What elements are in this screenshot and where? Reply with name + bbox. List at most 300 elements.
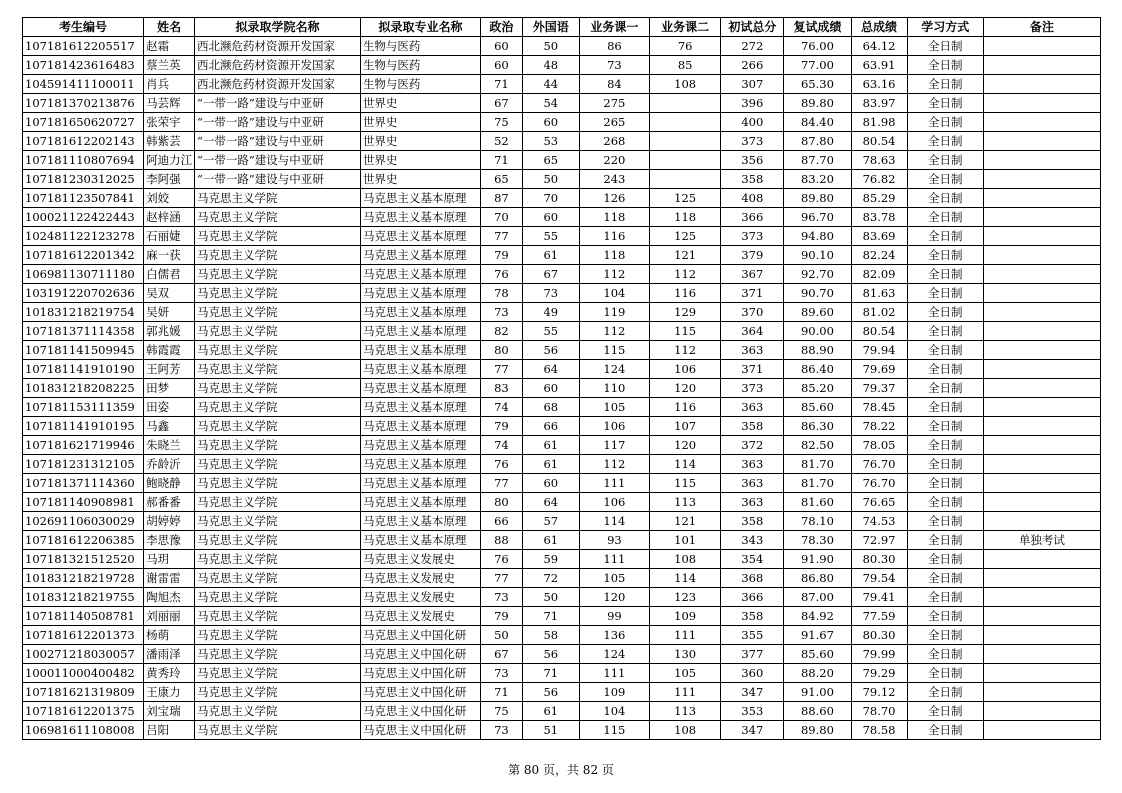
cell-subject-one: 116 — [579, 227, 649, 246]
cell-study-mode: 全日制 — [907, 379, 983, 398]
cell-retest-score: 94.80 — [784, 227, 851, 246]
cell-major: 马克思主义基本原理 — [360, 284, 480, 303]
cell-subject-one: 106 — [579, 493, 649, 512]
cell-candidate-id: 107181370213876 — [23, 94, 144, 113]
cell-prelim-total: 371 — [721, 360, 784, 379]
cell-study-mode: 全日制 — [907, 664, 983, 683]
cell-retest-score: 87.00 — [784, 588, 851, 607]
cell-prelim-total: 364 — [721, 322, 784, 341]
cell-candidate-id: 107181141509945 — [23, 341, 144, 360]
cell-total-score: 79.69 — [851, 360, 907, 379]
table-row — [23, 531, 1101, 550]
cell-foreign-language: 50 — [522, 588, 579, 607]
cell-politics: 67 — [481, 94, 523, 113]
cell-politics: 67 — [481, 645, 523, 664]
cell-politics: 60 — [481, 37, 523, 56]
table-row — [23, 132, 1101, 151]
cell-politics: 73 — [481, 303, 523, 322]
cell-subject-two: 111 — [650, 626, 721, 645]
cell-college: 马克思主义学院 — [195, 341, 361, 360]
table-row — [23, 512, 1101, 531]
cell-college: 马克思主义学院 — [195, 303, 361, 322]
cell-candidate-id: 107181650620727 — [23, 113, 144, 132]
cell-politics: 65 — [481, 170, 523, 189]
table-row — [23, 227, 1101, 246]
cell-study-mode: 全日制 — [907, 607, 983, 626]
cell-subject-one: 115 — [579, 721, 649, 740]
cell-study-mode: 全日制 — [907, 341, 983, 360]
cell-politics: 73 — [481, 664, 523, 683]
cell-total-score: 78.45 — [851, 398, 907, 417]
cell-college: “一带一路”建设与中亚研 — [195, 94, 361, 113]
cell-college: 马克思主义学院 — [195, 683, 361, 702]
cell-study-mode: 全日制 — [907, 474, 983, 493]
cell-subject-two: 107 — [650, 417, 721, 436]
cell-candidate-id: 100011000400482 — [23, 664, 144, 683]
cell-subject-two: 116 — [650, 284, 721, 303]
table-row — [23, 189, 1101, 208]
cell-candidate-id: 107181612201373 — [23, 626, 144, 645]
cell-foreign-language: 60 — [522, 113, 579, 132]
cell-total-score: 82.09 — [851, 265, 907, 284]
cell-total-score: 79.94 — [851, 341, 907, 360]
cell-prelim-total: 272 — [721, 37, 784, 56]
cell-study-mode: 全日制 — [907, 189, 983, 208]
cell-college: 马克思主义学院 — [195, 398, 361, 417]
cell-subject-one: 99 — [579, 607, 649, 626]
cell-college: 西北濒危药材资源开发国家 — [195, 37, 361, 56]
cell-subject-one: 126 — [579, 189, 649, 208]
cell-remarks — [983, 550, 1100, 569]
cell-subject-two: 120 — [650, 436, 721, 455]
cell-subject-one: 268 — [579, 132, 649, 151]
cell-remarks — [983, 474, 1100, 493]
cell-subject-two: 130 — [650, 645, 721, 664]
cell-college: “一带一路”建设与中亚研 — [195, 170, 361, 189]
cell-remarks — [983, 265, 1100, 284]
cell-prelim-total: 368 — [721, 569, 784, 588]
cell-total-score: 78.05 — [851, 436, 907, 455]
table-row — [23, 360, 1101, 379]
table-row — [23, 721, 1101, 740]
cell-remarks — [983, 588, 1100, 607]
cell-foreign-language: 70 — [522, 189, 579, 208]
cell-remarks — [983, 322, 1100, 341]
cell-total-score: 64.12 — [851, 37, 907, 56]
cell-candidate-id: 107181123507841 — [23, 189, 144, 208]
cell-foreign-language: 57 — [522, 512, 579, 531]
cell-study-mode: 全日制 — [907, 246, 983, 265]
cell-major: 生物与医药 — [360, 56, 480, 75]
cell-subject-one: 112 — [579, 265, 649, 284]
cell-foreign-language: 55 — [522, 227, 579, 246]
cell-subject-two: 114 — [650, 455, 721, 474]
cell-politics: 77 — [481, 569, 523, 588]
cell-name: 乔龄沂 — [144, 455, 195, 474]
cell-remarks — [983, 436, 1100, 455]
cell-subject-two: 125 — [650, 189, 721, 208]
cell-total-score: 80.30 — [851, 550, 907, 569]
cell-politics: 76 — [481, 455, 523, 474]
cell-prelim-total: 354 — [721, 550, 784, 569]
page-footer: 第 80 页，共 82 页 — [508, 763, 614, 777]
cell-politics: 60 — [481, 56, 523, 75]
cell-prelim-total: 408 — [721, 189, 784, 208]
cell-subject-one: 118 — [579, 208, 649, 227]
cell-foreign-language: 60 — [522, 474, 579, 493]
cell-politics: 75 — [481, 113, 523, 132]
cell-subject-one: 114 — [579, 512, 649, 531]
cell-retest-score: 92.70 — [784, 265, 851, 284]
cell-major: 马克思主义中国化研 — [360, 645, 480, 664]
cell-foreign-language: 59 — [522, 550, 579, 569]
cell-candidate-id: 104591411100011 — [23, 75, 144, 94]
cell-foreign-language: 49 — [522, 303, 579, 322]
cell-college: 马克思主义学院 — [195, 284, 361, 303]
cell-total-score: 81.63 — [851, 284, 907, 303]
table-body — [23, 37, 1101, 740]
column-header-subject-two: 业务课二 — [650, 18, 721, 37]
cell-name: 田梦 — [144, 379, 195, 398]
cell-retest-score: 82.50 — [784, 436, 851, 455]
cell-college: 马克思主义学院 — [195, 512, 361, 531]
cell-college: 马克思主义学院 — [195, 208, 361, 227]
cell-foreign-language: 64 — [522, 493, 579, 512]
cell-foreign-language: 48 — [522, 56, 579, 75]
cell-politics: 88 — [481, 531, 523, 550]
cell-total-score: 80.30 — [851, 626, 907, 645]
cell-subject-two: 115 — [650, 474, 721, 493]
table-row — [23, 436, 1101, 455]
column-header-foreign-language: 外国语 — [522, 18, 579, 37]
cell-study-mode: 全日制 — [907, 94, 983, 113]
cell-retest-score: 78.10 — [784, 512, 851, 531]
cell-remarks — [983, 208, 1100, 227]
cell-candidate-id: 107181230312025 — [23, 170, 144, 189]
cell-name: 麻一获 — [144, 246, 195, 265]
cell-prelim-total: 363 — [721, 398, 784, 417]
cell-study-mode: 全日制 — [907, 37, 983, 56]
cell-remarks — [983, 721, 1100, 740]
cell-subject-one: 111 — [579, 474, 649, 493]
cell-major: 世界史 — [360, 113, 480, 132]
cell-study-mode: 全日制 — [907, 569, 983, 588]
column-header-study-mode: 学习方式 — [907, 18, 983, 37]
cell-study-mode: 全日制 — [907, 645, 983, 664]
cell-retest-score: 86.40 — [784, 360, 851, 379]
cell-total-score: 63.91 — [851, 56, 907, 75]
cell-name: 杨萌 — [144, 626, 195, 645]
cell-candidate-id: 107181141910195 — [23, 417, 144, 436]
cell-total-score: 74.53 — [851, 512, 907, 531]
cell-politics: 71 — [481, 75, 523, 94]
cell-total-score: 81.02 — [851, 303, 907, 322]
cell-retest-score: 86.80 — [784, 569, 851, 588]
cell-college: 马克思主义学院 — [195, 265, 361, 284]
cell-major: 马克思主义基本原理 — [360, 512, 480, 531]
table-row — [23, 683, 1101, 702]
cell-politics: 70 — [481, 208, 523, 227]
cell-foreign-language: 51 — [522, 721, 579, 740]
table-row — [23, 75, 1101, 94]
cell-politics: 76 — [481, 265, 523, 284]
cell-candidate-id: 100271218030057 — [23, 645, 144, 664]
cell-study-mode: 全日制 — [907, 436, 983, 455]
cell-subject-one: 105 — [579, 569, 649, 588]
table-row — [23, 284, 1101, 303]
cell-total-score: 78.70 — [851, 702, 907, 721]
cell-study-mode: 全日制 — [907, 227, 983, 246]
cell-subject-one: 109 — [579, 683, 649, 702]
cell-prelim-total: 400 — [721, 113, 784, 132]
cell-candidate-id: 106981130711180 — [23, 265, 144, 284]
cell-politics: 79 — [481, 417, 523, 436]
cell-foreign-language: 73 — [522, 284, 579, 303]
cell-prelim-total: 373 — [721, 379, 784, 398]
cell-major: 马克思主义基本原理 — [360, 493, 480, 512]
cell-remarks — [983, 417, 1100, 436]
cell-candidate-id: 101831218208225 — [23, 379, 144, 398]
cell-candidate-id: 101831218219728 — [23, 569, 144, 588]
cell-study-mode: 全日制 — [907, 550, 983, 569]
cell-prelim-total: 373 — [721, 227, 784, 246]
column-header-retest-score: 复试成绩 — [784, 18, 851, 37]
cell-subject-one: 104 — [579, 284, 649, 303]
cell-name: 韩霞霞 — [144, 341, 195, 360]
cell-subject-two: 108 — [650, 550, 721, 569]
cell-politics: 76 — [481, 550, 523, 569]
cell-major: 马克思主义基本原理 — [360, 227, 480, 246]
cell-study-mode: 全日制 — [907, 284, 983, 303]
cell-total-score: 76.70 — [851, 455, 907, 474]
cell-name: 黄秀玲 — [144, 664, 195, 683]
cell-remarks — [983, 702, 1100, 721]
cell-prelim-total: 379 — [721, 246, 784, 265]
cell-subject-two: 123 — [650, 588, 721, 607]
cell-prelim-total: 363 — [721, 474, 784, 493]
cell-candidate-id: 107181612201375 — [23, 702, 144, 721]
cell-retest-score: 86.30 — [784, 417, 851, 436]
cell-retest-score: 65.30 — [784, 75, 851, 94]
cell-study-mode: 全日制 — [907, 702, 983, 721]
cell-college: 马克思主义学院 — [195, 588, 361, 607]
table-row — [23, 702, 1101, 721]
cell-retest-score: 91.00 — [784, 683, 851, 702]
cell-prelim-total: 377 — [721, 645, 784, 664]
cell-major: 马克思主义基本原理 — [360, 398, 480, 417]
cell-name: 马玥 — [144, 550, 195, 569]
cell-retest-score: 85.60 — [784, 645, 851, 664]
cell-candidate-id: 107181612201342 — [23, 246, 144, 265]
cell-major: 马克思主义发展史 — [360, 569, 480, 588]
cell-major: 马克思主义中国化研 — [360, 702, 480, 721]
cell-college: 马克思主义学院 — [195, 550, 361, 569]
cell-major: 马克思主义发展史 — [360, 550, 480, 569]
cell-foreign-language: 67 — [522, 265, 579, 284]
cell-candidate-id: 100021122422443 — [23, 208, 144, 227]
cell-major: 世界史 — [360, 94, 480, 113]
cell-name: 王阿芳 — [144, 360, 195, 379]
cell-subject-two: 129 — [650, 303, 721, 322]
cell-remarks — [983, 94, 1100, 113]
cell-politics: 79 — [481, 246, 523, 265]
cell-retest-score: 84.92 — [784, 607, 851, 626]
cell-major: 马克思主义发展史 — [360, 588, 480, 607]
cell-name: 王康力 — [144, 683, 195, 702]
cell-remarks — [983, 56, 1100, 75]
column-header-college: 拟录取学院名称 — [195, 18, 361, 37]
cell-college: “一带一路”建设与中亚研 — [195, 132, 361, 151]
cell-study-mode: 全日制 — [907, 417, 983, 436]
cell-candidate-id: 107181371114360 — [23, 474, 144, 493]
cell-foreign-language: 71 — [522, 664, 579, 683]
cell-subject-two: 111 — [650, 683, 721, 702]
cell-subject-two: 120 — [650, 379, 721, 398]
cell-name: 鲍晓静 — [144, 474, 195, 493]
cell-prelim-total: 358 — [721, 512, 784, 531]
table-row — [23, 474, 1101, 493]
cell-college: 马克思主义学院 — [195, 379, 361, 398]
cell-politics: 71 — [481, 683, 523, 702]
cell-college: 马克思主义学院 — [195, 702, 361, 721]
cell-remarks — [983, 493, 1100, 512]
cell-study-mode: 全日制 — [907, 303, 983, 322]
cell-prelim-total: 356 — [721, 151, 784, 170]
cell-candidate-id: 107181321512520 — [23, 550, 144, 569]
cell-study-mode: 全日制 — [907, 322, 983, 341]
cell-remarks — [983, 455, 1100, 474]
cell-retest-score: 76.00 — [784, 37, 851, 56]
cell-retest-score: 84.40 — [784, 113, 851, 132]
table-row — [23, 417, 1101, 436]
cell-subject-one: 119 — [579, 303, 649, 322]
column-header-remarks: 备注 — [983, 18, 1100, 37]
table-row — [23, 607, 1101, 626]
column-header-name: 姓名 — [144, 18, 195, 37]
cell-subject-two — [650, 113, 721, 132]
cell-politics: 82 — [481, 322, 523, 341]
cell-remarks — [983, 113, 1100, 132]
cell-foreign-language: 50 — [522, 170, 579, 189]
cell-college: 马克思主义学院 — [195, 664, 361, 683]
cell-politics: 73 — [481, 588, 523, 607]
cell-subject-one: 104 — [579, 702, 649, 721]
cell-study-mode: 全日制 — [907, 588, 983, 607]
cell-total-score: 79.41 — [851, 588, 907, 607]
cell-subject-one: 111 — [579, 664, 649, 683]
cell-subject-two: 105 — [650, 664, 721, 683]
table-row — [23, 493, 1101, 512]
cell-subject-one: 220 — [579, 151, 649, 170]
cell-remarks — [983, 303, 1100, 322]
cell-subject-two: 125 — [650, 227, 721, 246]
cell-foreign-language: 61 — [522, 436, 579, 455]
cell-politics: 75 — [481, 702, 523, 721]
cell-name: 郝番番 — [144, 493, 195, 512]
cell-remarks — [983, 37, 1100, 56]
cell-foreign-language: 65 — [522, 151, 579, 170]
cell-subject-one: 275 — [579, 94, 649, 113]
cell-major: 马克思主义中国化研 — [360, 664, 480, 683]
cell-candidate-id: 107181621719946 — [23, 436, 144, 455]
cell-subject-two: 114 — [650, 569, 721, 588]
cell-college: “一带一路”建设与中亚研 — [195, 151, 361, 170]
cell-college: 马克思主义学院 — [195, 569, 361, 588]
cell-remarks — [983, 569, 1100, 588]
cell-major: 马克思主义基本原理 — [360, 246, 480, 265]
cell-prelim-total: 358 — [721, 170, 784, 189]
table-row — [23, 265, 1101, 284]
cell-politics: 80 — [481, 341, 523, 360]
cell-name: 石丽婕 — [144, 227, 195, 246]
cell-subject-two: 76 — [650, 37, 721, 56]
cell-candidate-id: 101831218219754 — [23, 303, 144, 322]
cell-prelim-total: 366 — [721, 208, 784, 227]
cell-study-mode: 全日制 — [907, 151, 983, 170]
cell-prelim-total: 363 — [721, 455, 784, 474]
cell-prelim-total: 266 — [721, 56, 784, 75]
cell-candidate-id: 101831218219755 — [23, 588, 144, 607]
cell-remarks: 单独考试 — [983, 531, 1100, 550]
cell-foreign-language: 53 — [522, 132, 579, 151]
column-header-subject-one: 业务课一 — [579, 18, 649, 37]
cell-major: 生物与医药 — [360, 75, 480, 94]
cell-major: 马克思主义基本原理 — [360, 417, 480, 436]
cell-college: 马克思主义学院 — [195, 189, 361, 208]
cell-prelim-total: 373 — [721, 132, 784, 151]
cell-major: 马克思主义基本原理 — [360, 531, 480, 550]
cell-total-score: 78.58 — [851, 721, 907, 740]
cell-name: 吴双 — [144, 284, 195, 303]
cell-foreign-language: 72 — [522, 569, 579, 588]
cell-study-mode: 全日制 — [907, 721, 983, 740]
cell-foreign-language: 58 — [522, 626, 579, 645]
cell-foreign-language: 66 — [522, 417, 579, 436]
cell-retest-score: 91.67 — [784, 626, 851, 645]
cell-foreign-language: 61 — [522, 246, 579, 265]
cell-candidate-id: 102691106030029 — [23, 512, 144, 531]
cell-subject-two — [650, 151, 721, 170]
cell-college: 马克思主义学院 — [195, 607, 361, 626]
cell-college: 马克思主义学院 — [195, 227, 361, 246]
table-row — [23, 379, 1101, 398]
cell-subject-one: 110 — [579, 379, 649, 398]
cell-subject-one: 112 — [579, 455, 649, 474]
cell-remarks — [983, 664, 1100, 683]
table-row — [23, 588, 1101, 607]
cell-major: 马克思主义中国化研 — [360, 683, 480, 702]
cell-subject-two: 113 — [650, 493, 721, 512]
cell-name: 刘宝瑞 — [144, 702, 195, 721]
cell-major: 世界史 — [360, 151, 480, 170]
cell-prelim-total: 307 — [721, 75, 784, 94]
cell-name: 肖兵 — [144, 75, 195, 94]
table-row — [23, 56, 1101, 75]
cell-subject-one: 105 — [579, 398, 649, 417]
cell-study-mode: 全日制 — [907, 360, 983, 379]
cell-name: 陶旭杰 — [144, 588, 195, 607]
cell-subject-one: 124 — [579, 360, 649, 379]
cell-candidate-id: 107181612202143 — [23, 132, 144, 151]
cell-major: 马克思主义基本原理 — [360, 189, 480, 208]
cell-candidate-id: 106981611108008 — [23, 721, 144, 740]
cell-college: 马克思主义学院 — [195, 493, 361, 512]
cell-name: 吕阳 — [144, 721, 195, 740]
cell-subject-two: 112 — [650, 265, 721, 284]
cell-subject-one: 73 — [579, 56, 649, 75]
cell-college: 马克思主义学院 — [195, 436, 361, 455]
cell-study-mode: 全日制 — [907, 626, 983, 645]
